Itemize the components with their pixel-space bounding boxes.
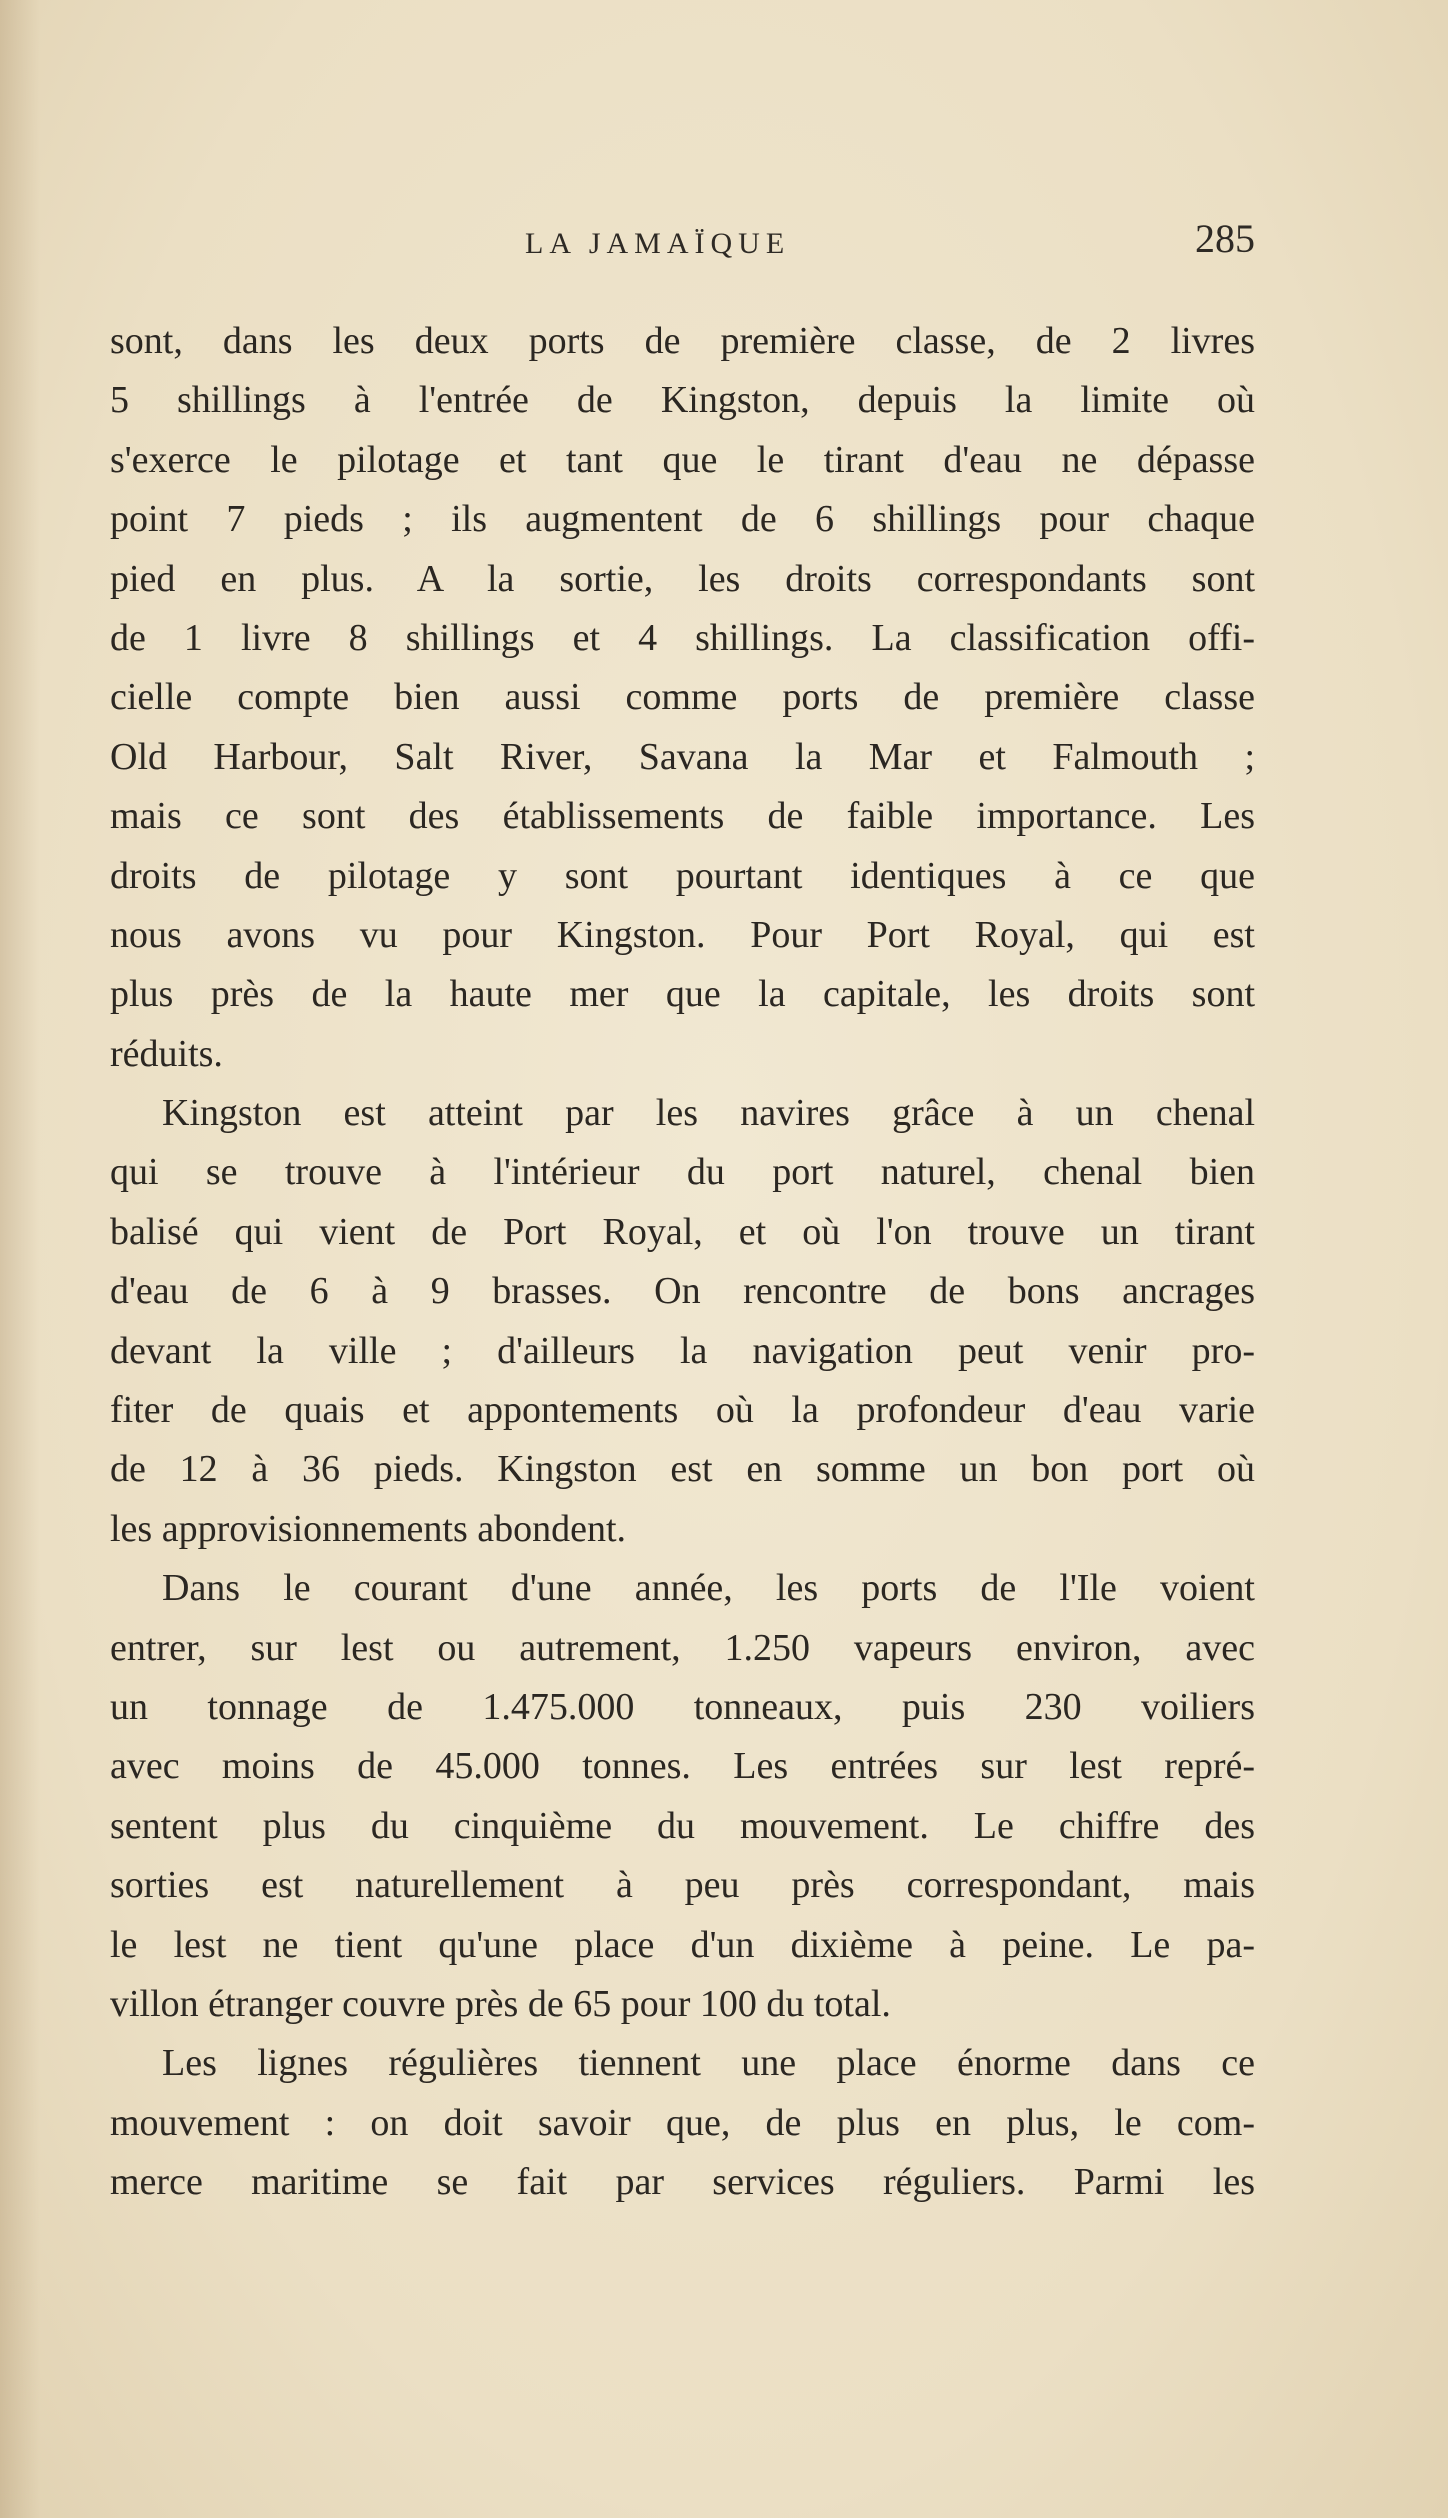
text-line: plus près de la haute mer que la capitale, les droits sont <box>110 973 1255 1016</box>
text-line: le lest ne tient qu'une place d'un dixième à peine. Le pa- <box>110 1923 1255 1966</box>
page-header <box>110 215 1255 275</box>
text-line: un tonnage de 1.475.000 tonneaux, puis 230 voiliers <box>110 1685 1255 1728</box>
page-edge-shadow <box>0 0 40 2518</box>
paragraph-first-line: Kingston est atteint par les navires grâce à un chenal <box>162 1092 1255 1135</box>
text-line: d'eau de 6 à 9 brasses. On rencontre de bons ancrages <box>110 1270 1255 1313</box>
text-line: sont, dans les deux ports de première classe, de 2 livres <box>110 320 1255 362</box>
text-line: fiter de quais et appontements où la profondeur d'eau varie <box>110 1389 1255 1432</box>
running-title: LA JAMAÏQUE <box>525 227 791 260</box>
text-line: cielle compte bien aussi comme ports de première classe <box>110 676 1255 719</box>
text-line: de 12 à 36 pieds. Kingston est en somme un bon port où <box>110 1448 1255 1491</box>
body-text <box>110 312 1255 2213</box>
text-line: point 7 pieds ; ils augmentent de 6 shillings pour chaque <box>110 498 1255 541</box>
text-line: nous avons vu pour Kingston. Pour Port Royal, qui est <box>110 913 1255 956</box>
text-line: pied en plus. A la sortie, les droits correspondants sont <box>110 557 1255 600</box>
paragraph-first-line: Dans le courant d'une année, les ports de l'Ile voient <box>162 1567 1255 1610</box>
text-line: merce maritime se fait par services réguliers. Parmi les <box>110 2161 1255 2204</box>
text-line: avec moins de 45.000 tonnes. Les entrées sur lest repré- <box>110 1745 1255 1788</box>
text-line: s'exerce le pilotage et tant que le tirant d'eau ne dépasse <box>110 438 1255 481</box>
text-line: entrer, sur lest ou autrement, 1.250 vapeurs environ, avec <box>110 1626 1255 1669</box>
text-line: mais ce sont des établissements de faible importance. Les <box>110 795 1255 838</box>
text-line: balisé qui vient de Port Royal, et où l'on trouve un tirant <box>110 1210 1255 1253</box>
text-line: villon étranger couvre près de 65 pour 100 du total. <box>110 1982 891 2025</box>
text-line: les approvisionnements abondent. <box>110 1507 627 1550</box>
paragraph-first-line: Les lignes régulières tiennent une place énorme dans ce <box>162 2042 1255 2085</box>
text-line: sorties est naturellement à peu près correspondant, mais <box>110 1864 1255 1907</box>
text-line: qui se trouve à l'intérieur du port naturel, chenal bien <box>110 1151 1255 1194</box>
page-number: 285 <box>1195 216 1255 261</box>
text-line: réduits. <box>110 1032 223 1075</box>
text-line: mouvement : on doit savoir que, de plus en plus, le com- <box>110 2101 1255 2144</box>
text-line: de 1 livre 8 shillings et 4 shillings. La classification offi- <box>110 616 1255 659</box>
text-line: droits de pilotage y sont pourtant identiques à ce que <box>110 854 1255 897</box>
text-line: sentent plus du cinquième du mouvement. Le chiffre des <box>110 1804 1255 1847</box>
text-line: 5 shillings à l'entrée de Kingston, depuis la limite où <box>110 379 1255 422</box>
text-line: Old Harbour, Salt River, Savana la Mar et Falmouth ; <box>110 735 1255 778</box>
text-line: devant la ville ; d'ailleurs la navigation peut venir pro- <box>110 1329 1255 1372</box>
